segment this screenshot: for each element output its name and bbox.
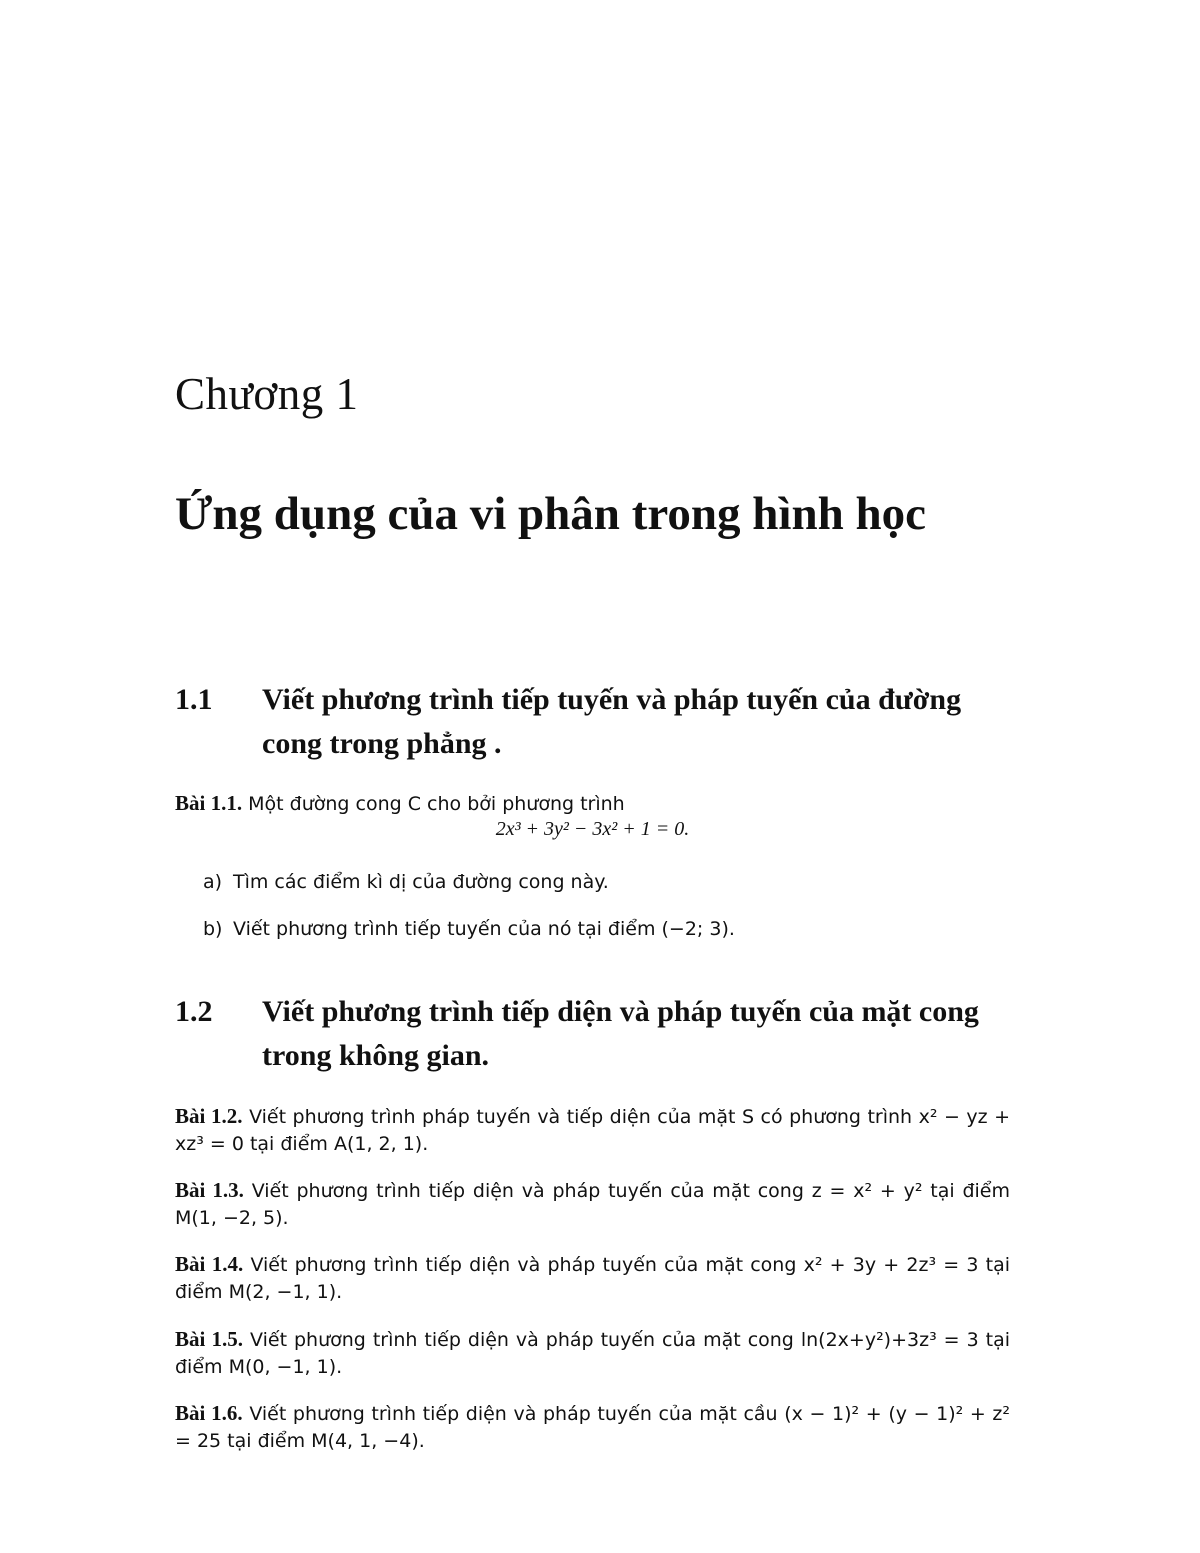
- problem-text: Viết phương trình tiếp diện và pháp tuyến của mặt cong z = x² + y² tại điểm M(1, −2, 5).: [175, 1180, 1010, 1229]
- section-title: Viết phương trình tiếp tuyến và pháp tuyến của đường cong trong phẳng .: [262, 683, 962, 760]
- problem-label: Bài 1.3.: [175, 1178, 244, 1202]
- chapter-title: Ứng dụng của vi phân trong hình học: [175, 488, 926, 540]
- list-item: [203, 871, 1003, 893]
- problem-label: Bài 1.1.: [175, 791, 243, 815]
- problem-label: Bài 1.4.: [175, 1252, 244, 1276]
- problem-text: Viết phương trình tiếp diện và pháp tuyến của mặt cong ln(2x+y²)+3z³ = 3 tại điểm M(0, −1, 1).: [175, 1329, 1010, 1378]
- problem-1-3: [175, 1177, 1010, 1232]
- chapter-label: Chương 1: [175, 369, 359, 419]
- section-title: Viết phương trình tiếp diện và pháp tuyến của mặt cong trong không gian.: [262, 995, 979, 1072]
- problem-text: Viết phương trình tiếp diện và pháp tuyến của mặt cầu (x − 1)² + (y − 1)² + z² = 25 tại điểm M(4, 1, −4).: [175, 1403, 1011, 1452]
- problem-1-6: [175, 1400, 1010, 1455]
- document-page: [175, 0, 1010, 1553]
- problem-label: Bài 1.5.: [175, 1327, 244, 1351]
- section-heading-1-2: [175, 990, 1010, 1078]
- list-marker: a): [203, 871, 223, 893]
- list-item-text: Tìm các điểm kì dị của đường cong này.: [233, 871, 609, 893]
- section-number: 1.2: [175, 995, 213, 1028]
- problem-1-5: [175, 1326, 1010, 1381]
- equation-1-1: 2x³ + 3y² − 3x² + 1 = 0.: [495, 818, 690, 840]
- list-marker: b): [203, 918, 223, 940]
- problem-1-4: [175, 1251, 1010, 1306]
- problem-text: Một đường cong C cho bởi phương trình: [248, 793, 625, 815]
- list-item: [203, 918, 1003, 940]
- section-number: 1.1: [175, 683, 213, 716]
- problem-text: Viết phương trình tiếp diện và pháp tuyến của mặt cong x² + 3y + 2z³ = 3 tại điểm M(2, −1, 1).: [175, 1254, 1010, 1303]
- problem-text: Viết phương trình pháp tuyến và tiếp diện của mặt S có phương trình x² − yz + xz³ = 0 tại điểm A(1, 2, 1).: [175, 1106, 1011, 1155]
- section-heading-1-1: [175, 678, 1010, 766]
- problem-1-1: [175, 790, 1010, 818]
- list-item-text: Viết phương trình tiếp tuyến của nó tại điểm (−2; 3).: [233, 918, 735, 940]
- problem-label: Bài 1.2.: [175, 1104, 243, 1128]
- problem-1-2: [175, 1103, 1010, 1158]
- problem-label: Bài 1.6.: [175, 1401, 243, 1425]
